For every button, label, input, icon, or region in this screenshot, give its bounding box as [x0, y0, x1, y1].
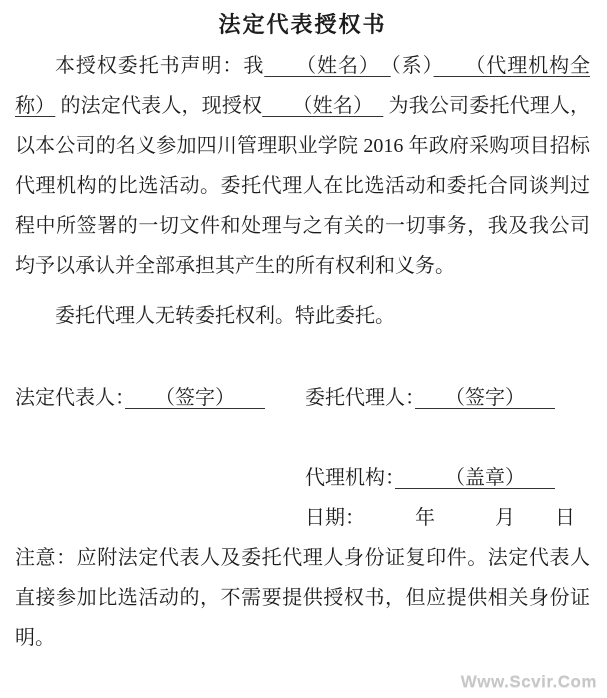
agency-seal-blank: （盖章）	[395, 467, 555, 489]
blank-principal-name: （姓名）	[264, 55, 391, 77]
blank-agent-name: （姓名）	[262, 95, 384, 117]
agency-date-block	[305, 458, 590, 538]
document-title: 法定代表授权书	[218, 12, 387, 37]
agent-label: 委托代理人：	[305, 387, 415, 409]
signature-row	[15, 378, 590, 418]
legal-rep-signature-blank: （签字）	[125, 387, 265, 409]
paragraph-no-transfer: 委托代理人无转委托权利。特此委托。	[55, 305, 395, 327]
agency-label: 代理机构：	[305, 467, 395, 489]
declaration-text-3: 的法定代表人，现授权	[55, 95, 263, 117]
date-line: 日期： 年 月 日	[305, 507, 575, 529]
paragraph-note: 注意：应附法定代表人及委托代理人身份证复印件。法定代表人直接参加比选活动的，不需要提供授权书，但应提供相关身份证明。	[15, 547, 590, 649]
legal-rep-label: 法定代表人：	[15, 387, 125, 409]
blank-agency-full-name: （代理机构全称）	[15, 55, 591, 117]
agent-signature-blank: （签字）	[415, 387, 555, 409]
legal-rep-signature-line	[15, 378, 305, 418]
agency-seal-line	[305, 458, 590, 498]
declaration-text-2: （系）	[390, 55, 434, 77]
watermark: Www.Scvir.Com	[460, 672, 597, 691]
agent-signature-line	[305, 378, 590, 418]
paragraph-declaration	[15, 46, 590, 286]
declaration-text-4: 为我公司委托代理人，以本公司的名义参加四川管理职业学院 2016 年政府采购项目招标代理机构的比选活动。委托代理人在比选活动和委托合同谈判过程中所签署的一切文件和处理与之有关的一切事务，我及我公司均予以承认并全部承担其产生的所有权利和义务。	[15, 95, 591, 277]
declaration-text-1: 本授权委托书声明：我	[55, 55, 265, 77]
